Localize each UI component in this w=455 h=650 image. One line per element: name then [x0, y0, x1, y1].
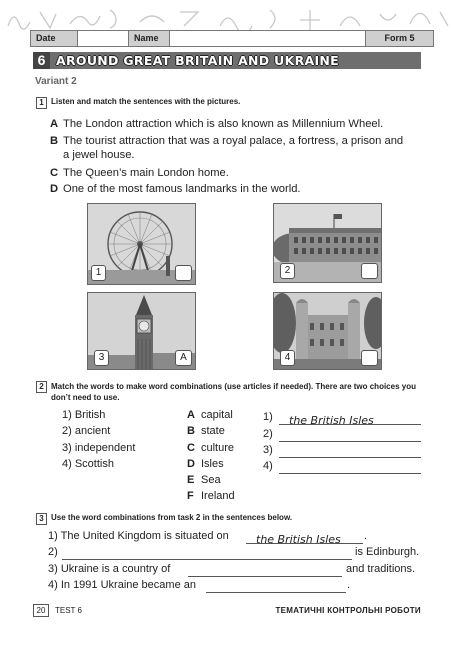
task3-sentence-4-post: . — [347, 579, 351, 591]
task3-sentence-1-post: . — [364, 530, 368, 542]
task2-left-column — [62, 407, 135, 472]
footer-section-title: ТЕМАТИЧНІ КОНТРОЛЬНІ РОБОТИ — [275, 606, 421, 615]
task1-text: Listen and match the sentences with the pictures. — [51, 97, 241, 106]
task3-sentence-4-pre: 4) In 1991 Ukraine became an — [48, 579, 196, 591]
unit-banner — [33, 52, 421, 69]
sentence-text: The tourist attraction that was a royal palace, a fortress, a prison and — [63, 135, 404, 147]
task1-number: 1 — [36, 97, 47, 109]
task3-sentence-3-pre: 3) Ukraine is a country of — [48, 563, 171, 575]
picture-number: 2 — [280, 263, 295, 279]
name-field[interactable] — [170, 31, 366, 46]
task3-number: 3 — [36, 513, 47, 525]
handwritten-answer: the British Isles — [256, 533, 341, 546]
picture-number: 4 — [280, 350, 295, 366]
sentence-text: The Queen’s main London home. — [63, 167, 229, 179]
option-word: culture — [201, 441, 235, 454]
sentence-letter: A — [50, 118, 59, 130]
footer-test-label: TEST 6 — [55, 606, 82, 615]
option-word: state — [201, 425, 225, 438]
answer-line-3[interactable] — [279, 444, 421, 458]
picture-answer-box[interactable] — [175, 265, 192, 281]
task1-instruction — [36, 97, 421, 109]
task3-sentence-2-post: is Edinburgh. — [355, 546, 420, 558]
form-label: Form 5 — [366, 31, 433, 46]
picture-answer-box[interactable] — [361, 350, 378, 366]
unit-number: 6 — [33, 52, 50, 69]
task3-text: Use the word combinations from task 2 in the sentences below. — [51, 513, 293, 522]
sentence-letter: C — [50, 167, 59, 179]
sentence-text: One of the most famous landmarks in the world. — [63, 183, 301, 195]
task2-instruction — [36, 381, 421, 403]
task2-right-column — [187, 407, 235, 505]
word-option — [187, 456, 235, 472]
word-item: 4) Scottish — [62, 457, 114, 470]
task3-answer-line-4[interactable] — [206, 579, 346, 593]
word-option — [187, 440, 235, 456]
answer-num: 3) — [263, 444, 273, 456]
option-letter: A — [187, 409, 195, 421]
answer-num: 2) — [263, 428, 273, 440]
option-word: Isles — [201, 457, 224, 470]
sentence-text-cont: a jewel house. — [63, 149, 135, 161]
page-number: 20 — [33, 604, 49, 617]
word-item: 3) independent — [62, 441, 136, 454]
sentence-a — [50, 117, 430, 131]
task3-instruction — [36, 513, 421, 525]
task2-text: Match the words to make word combinations (use articles if needed). There are two choices you don’t need to use. — [51, 382, 416, 402]
header-bar — [30, 30, 434, 47]
name-label: Name — [129, 31, 170, 46]
option-word: Ireland — [201, 490, 235, 503]
task3-answer-line-1[interactable] — [246, 530, 363, 544]
word-option — [187, 488, 235, 504]
option-letter: D — [187, 457, 195, 470]
sentence-b — [50, 134, 430, 162]
option-letter: F — [187, 490, 194, 503]
answer-num: 4) — [263, 460, 273, 472]
picture-london-eye — [87, 203, 196, 285]
word-option — [187, 423, 235, 439]
page-footer — [33, 604, 421, 617]
answer-num: 1) — [263, 411, 273, 423]
picture-number: 1 — [91, 265, 106, 281]
option-word: Sea — [201, 474, 221, 487]
picture-tower-of-london — [273, 292, 382, 370]
sentence-c — [50, 166, 430, 180]
decorative-doodle-strip — [0, 0, 455, 34]
picture-answer-box[interactable] — [361, 263, 378, 279]
picture-answer-box[interactable]: A — [175, 350, 192, 366]
answer-line-1[interactable] — [279, 411, 421, 425]
word-item: 1) British — [62, 409, 106, 421]
word-item: 2) ancient — [62, 425, 111, 438]
date-label: Date — [31, 31, 78, 46]
handwritten-answer: the British Isles — [289, 414, 374, 427]
task3-sentence-3-post: and traditions. — [346, 563, 416, 575]
picture-big-ben — [87, 292, 196, 370]
answer-line-4[interactable] — [279, 460, 421, 474]
option-letter: C — [187, 441, 195, 454]
option-word: capital — [201, 409, 233, 421]
answer-line-2[interactable] — [279, 428, 421, 442]
variant-label: Variant 2 — [35, 76, 77, 87]
task3-answer-line-3[interactable] — [188, 563, 342, 577]
task3-sentence-1-pre: 1) The United Kingdom is situated on — [48, 530, 229, 542]
word-option — [187, 407, 235, 423]
picture-number: 3 — [94, 350, 109, 366]
word-option — [187, 472, 235, 488]
unit-title: AROUND GREAT BRITAIN AND UKRAINE — [56, 53, 340, 68]
task3-answer-line-2[interactable] — [62, 546, 352, 560]
option-letter: E — [187, 474, 195, 487]
sentence-d — [50, 182, 430, 196]
date-field[interactable] — [78, 31, 129, 46]
picture-buckingham-palace — [273, 203, 382, 283]
sentence-letter: D — [50, 183, 59, 195]
sentence-text: The London attraction which is also known as Millennium Wheel. — [63, 118, 384, 130]
task3-sentence-2-pre: 2) — [48, 546, 58, 558]
sentence-letter: B — [50, 135, 59, 147]
option-letter: B — [187, 425, 195, 438]
task2-number: 2 — [36, 381, 47, 393]
